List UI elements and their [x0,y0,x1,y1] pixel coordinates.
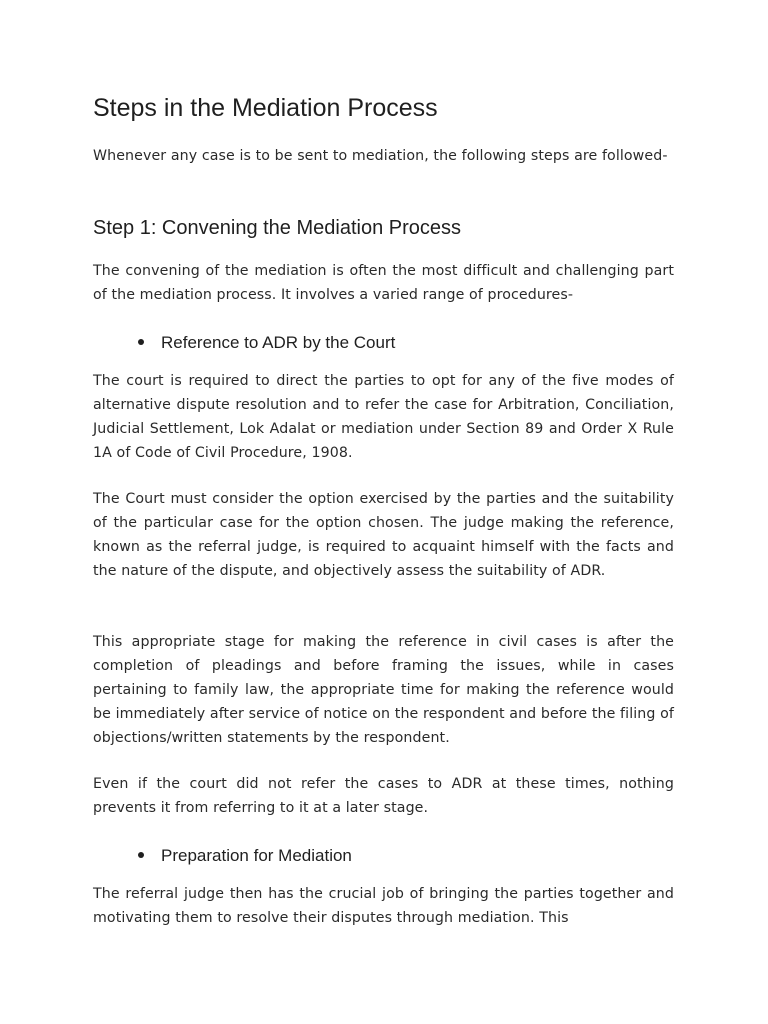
paragraph: The Court must consider the option exercised by the parties and the suitability of the particular case for the option chosen. The judge making the reference, known as the referral judge, is required to acquaint himself with the facts and the nature of the dispute, and objectively assess the suitability of ADR. [93,491,674,579]
bullet-reference-to-adr [138,331,395,355]
intro-paragraph: Whenever any case is to be sent to mediation, the following steps are followed- [93,148,668,164]
paragraph: This appropriate stage for making the reference in civil cases is after the completion of pleadings and before framing the issues, while in cases pertaining to family law, the appropriate time for making the reference would be immediately after service of notice on the respondent and before the filing of objections/written statements by the respondent. [93,634,674,746]
page-title: Steps in the Mediation Process [93,94,438,122]
bullet-dot-icon [138,339,144,345]
bullet-dot-icon [138,852,144,858]
bullet-label: Reference to ADR by the Court [161,333,396,352]
step-1-heading: Step 1: Convening the Mediation Process [93,217,461,239]
paragraph: Even if the court did not refer the cases to ADR at these times, nothing prevents it from referring to it at a later stage. [93,776,674,816]
step-1-intro-paragraph: The convening of the mediation is often the most difficult and challenging part of the mediation process. It involves a varied range of procedures- [93,263,674,303]
paragraph: The court is required to direct the parties to opt for any of the five modes of alternative dispute resolution and to refer the case for Arbitration, Conciliation, Judicial Settlement, Lok Adalat or mediation under Section 89 and Order X Rule 1A of Code of Civil Procedure, 1908. [93,373,674,461]
bullet-preparation-for-mediation [138,844,352,868]
bullet-label: Preparation for Mediation [161,846,352,865]
paragraph: The referral judge then has the crucial job of bringing the parties together and motivating them to resolve their disputes through mediation. This [93,886,674,926]
